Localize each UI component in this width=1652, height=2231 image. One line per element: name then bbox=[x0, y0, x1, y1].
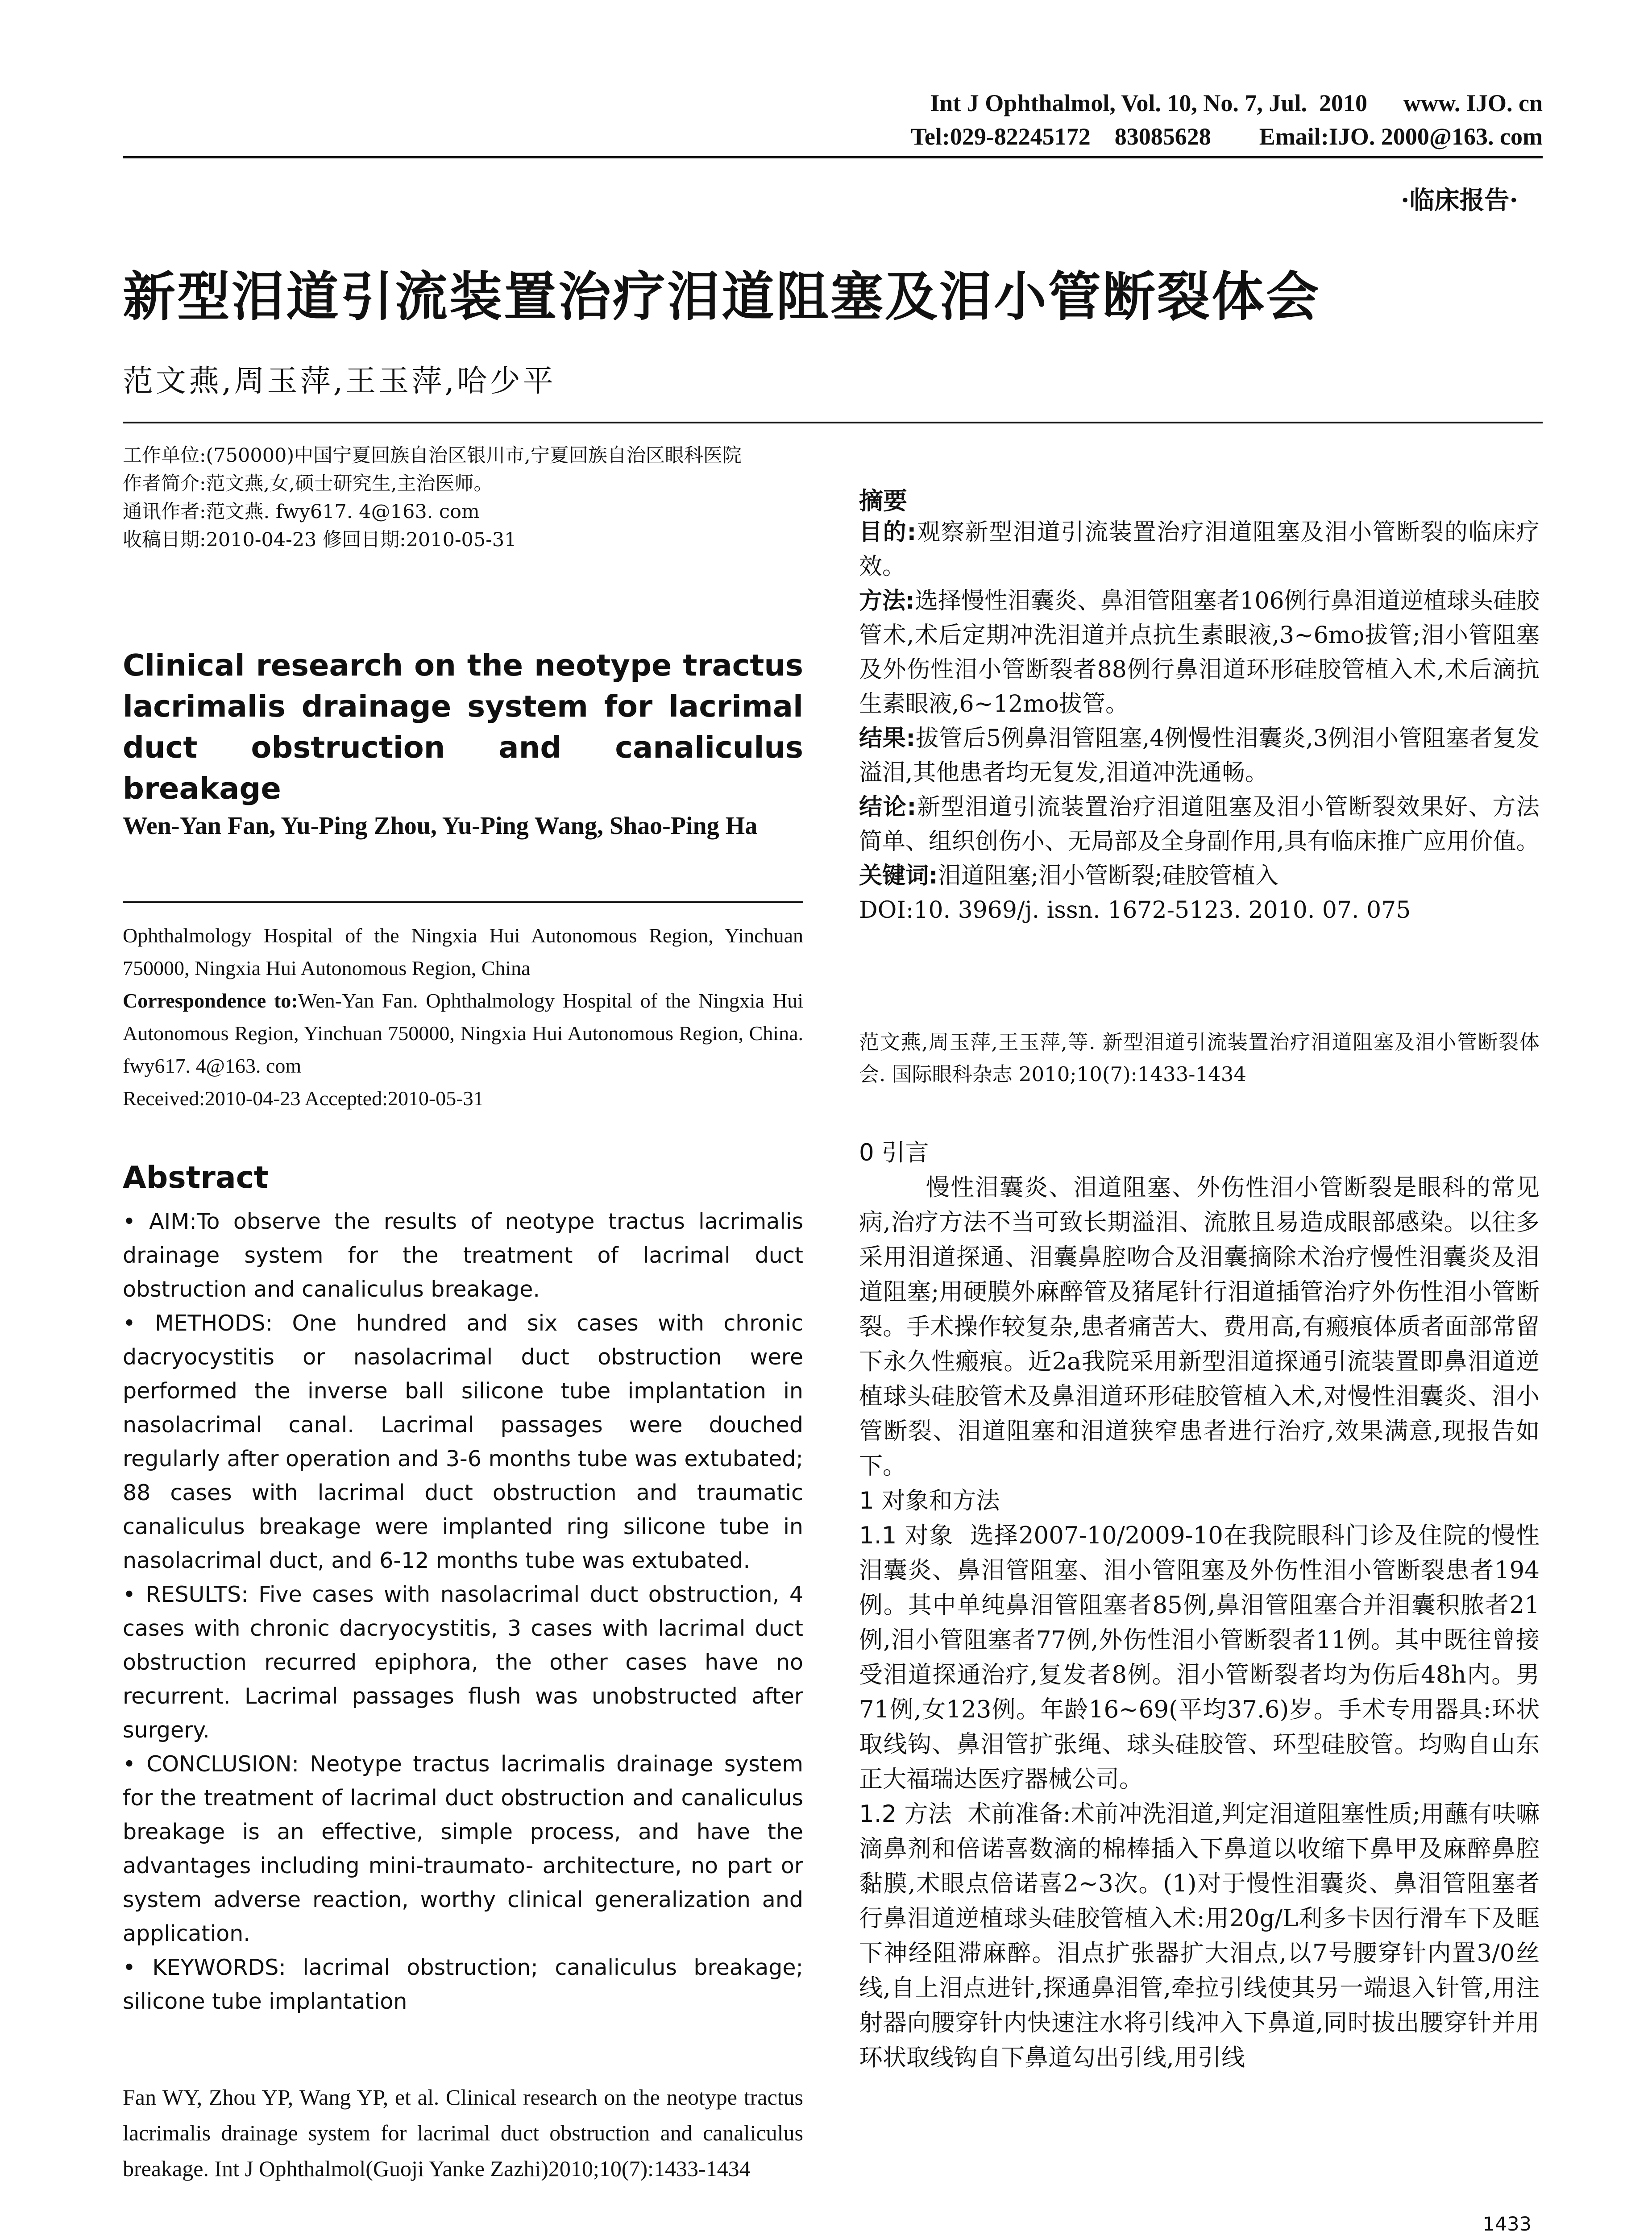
author-bio: 作者简介:范文燕,女,硕士研究生,主治医师。 bbox=[123, 473, 493, 495]
article-title-cn: 新型泪道引流装置治疗泪道阻塞及泪小管断裂体会 bbox=[123, 266, 1321, 328]
correspondence bbox=[123, 984, 803, 1082]
section-1-1-text: 选择2007-10/2009-10在我院眼科门诊及住院的慢性泪囊炎、鼻泪管阻塞、泪小管阻塞及外伤性泪小管断裂患者194例。其中单纯鼻泪管阻塞者85例,鼻泪管阻塞合并泪囊积脓者21例,泪小管阻塞者77例,外伤性泪小管断裂者11例。其中既往曾接受泪道探通治疗,复发者8例。泪小管断裂者均为伤后48h内。男71例,女123例。年龄16~69(平均37.6)岁。手术专用器具:环状取线钩、鼻泪管扩张绳、球头硅胶管、环型硅胶管。均购自山东正大福瑞达医疗器械公司。 bbox=[859, 1522, 1540, 1793]
correspondence-label: Correspondence to: bbox=[123, 989, 298, 1012]
methods-text: 选择慢性泪囊炎、鼻泪管阻塞者106例行鼻泪道逆植球头硅胶管术,术后定期冲洗泪道并点抗生素眼液,3~6mo拔管;泪小管阻塞及外伤性泪小管断裂者88例行鼻泪道环形硅胶管植入术,术后滴抗生素眼液,6~12mo拔管。 bbox=[859, 588, 1540, 717]
body-cn bbox=[859, 1136, 1540, 2075]
intro-heading: 0 引言 bbox=[859, 1139, 929, 1166]
corresponding-author: 通讯作者:范文燕. fwy617. 4@163. com bbox=[123, 501, 480, 523]
abstract-cn-aim bbox=[859, 515, 1540, 584]
citation-en: Fan WY, Zhou YP, Wang YP, et al. Clinical research on the neotype tractus lacrimalis drainage system for lacrimal duct obstruction and canaliculus breakage. Int J Ophthalmol(Guoji Yanke Zazhi)2010;10(7):1433-1434 bbox=[123, 2085, 803, 2181]
methods-label: 方法: bbox=[859, 588, 915, 614]
authors-en: Wen-Yan Fan, Yu-Ping Zhou, Yu-Ping Wang, Shao-Ping Ha bbox=[123, 812, 758, 840]
section-1-2-text: 术前准备:术前冲洗泪道,判定泪道阻塞性质;用蘸有呋嘛滴鼻剂和倍诺喜数滴的棉棒插入下鼻道以收缩下鼻甲及麻醉鼻腔黏膜,术眼点倍诺喜2~3次。(1)对于慢性泪囊炎、鼻泪管阻塞者行鼻泪道逆植球头硅胶管植入术:用20g/L利多卡因行滑车下及眶下神经阻滞麻醉。泪点扩张器扩大泪点,以7号腰穿针内置3/0丝线,自上泪点进针,探通鼻泪管,牵拉引线使其另一端退入针管,用注射器向腰穿针内快速注水将引线冲入下鼻道,同时拔出腰穿针并用环状取线钩自下鼻道勾出引线,用引线 bbox=[859, 1800, 1540, 2071]
header-rule bbox=[123, 156, 1543, 158]
page-number: 1433 bbox=[1482, 2213, 1532, 2231]
section-label: ·临床报告· bbox=[1401, 186, 1518, 215]
dates-cn: 收稿日期:2010-04-23 修回日期:2010-05-31 bbox=[123, 529, 517, 551]
intro-paragraph: 慢性泪囊炎、泪道阻塞、外伤性泪小管断裂是眼科的常见病,治疗方法不当可致长期溢泪、流脓且易造成眼部感染。以往多采用泪道探通、泪囊鼻腔吻合及泪囊摘除术治疗慢性泪囊炎及泪道阻塞;用硬膜外麻醉管及猪尾针行泪道插管治疗外伤性泪小管断裂。手术操作较复杂,患者痛苦大、费用高,有瘢痕体质者面部常留下永久性瘢痕。近2a我院采用新型泪道探通引流装置即鼻泪道逆植球头硅胶管术及鼻泪道环形硅胶管植入术,对慢性泪囊炎、泪小管断裂、泪道阻塞和泪道狭窄患者进行治疗,效果满意,现报告如下。 bbox=[859, 1174, 1540, 1480]
section-1-1-label: 1.1 对象 bbox=[859, 1522, 954, 1549]
abstract-results: • RESULTS: Five cases with nasolacrimal duct obstruction, 4 cases with chronic dacryocystitis, 3 cases with lacrimal duct obstruction recurred epiphora, the other cases have no recurrent. Lacrimal passages flush was unobstructed after surgery. bbox=[123, 1582, 803, 1743]
article-title-en bbox=[123, 645, 803, 809]
aim-text: 观察新型泪道引流装置治疗泪道阻塞及泪小管断裂的临床疗效。 bbox=[859, 519, 1540, 580]
affiliation-en-line: Ophthalmology Hospital of the Ningxia Hui Autonomous Region, Yinchuan 750000, Ningxia Hui Autonomous Region, China bbox=[123, 924, 803, 979]
affiliation-en bbox=[123, 919, 803, 1115]
authors-cn: 范文燕,周玉萍,王玉萍,哈少平 bbox=[123, 364, 556, 399]
abstract-aim: • AIM:To observe the results of neotype tractus lacrimalis drainage system for the treatment of lacrimal duct obstruction and canaliculus breakage. bbox=[123, 1209, 803, 1302]
title-en-line: lacrimalis drainage system for lacrimal bbox=[123, 689, 803, 724]
keywords-label: 关键词: bbox=[859, 863, 938, 889]
keywords-text: 泪道阻塞;泪小管断裂;硅胶管植入 bbox=[938, 863, 1278, 889]
abstract-keywords: • KEYWORDS: lacrimal obstruction; canaliculus breakage; silicone tube implantation bbox=[123, 1955, 803, 2014]
journal-info: Int J Ophthalmol, Vol. 10, No. 7, Jul. 2010 www. IJO. cn bbox=[930, 90, 1543, 116]
abstract-cn-keywords bbox=[859, 859, 1540, 893]
abstract-heading-cn: 摘要 bbox=[859, 487, 907, 515]
abstract-methods: • METHODS: One hundred and six cases with chronic dacryocystitis or nasolacrimal duct obstruction were performed the inverse ball silicone tube implantation in nasolacrimal canal. Lacrimal passages were douched regularly after operation and 3-6 months tube was extubated; 88 cases with lacrimal duct obstruction and traumatic canaliculus breakage were implanted ring silicone tube in nasolacrimal duct, and 6-12 months tube was extubated. bbox=[123, 1310, 803, 1573]
aim-label: 目的: bbox=[859, 519, 917, 546]
abstract-cn bbox=[859, 515, 1540, 928]
abstract-cn-results bbox=[859, 722, 1540, 790]
journal-contact: Tel:029-82245172 83085628 Email:IJO. 2000@163. com bbox=[910, 123, 1543, 150]
abstract-cn-conclusion bbox=[859, 790, 1540, 859]
abstract-conclusion: • CONCLUSION: Neotype tractus lacrimalis drainage system for the treatment of lacrimal duct obstruction and canaliculus breakage is an effective, simple process, and have the advantages including mini-traumato- architecture, no part or system adverse reaction, worthy clinical generalization and application. bbox=[123, 1751, 803, 1946]
methods-heading: 1 对象和方法 bbox=[859, 1487, 1000, 1514]
doi: DOI:10. 3969/j. issn. 1672-5123. 2010. 07. 075 bbox=[859, 897, 1411, 924]
affiliation-cn bbox=[123, 442, 803, 554]
dates-en: Received:2010-04-23 Accepted:2010-05-31 bbox=[123, 1087, 484, 1110]
title-en-line: duct obstruction and canaliculus breakage bbox=[123, 730, 803, 806]
abstract-cn-methods bbox=[859, 584, 1540, 722]
results-text: 拔管后5例鼻泪管阻塞,4例慢性泪囊炎,3例泪小管阻塞者复发溢泪,其他患者均无复发,泪道冲洗通畅。 bbox=[859, 725, 1540, 786]
conclusion-text: 新型泪道引流装置治疗泪道阻塞及泪小管断裂效果好、方法简单、组织创伤小、无局部及全身副作用,具有临床推广应用价值。 bbox=[859, 794, 1540, 855]
section-1-1 bbox=[859, 1518, 1540, 1797]
section-1-2 bbox=[859, 1797, 1540, 2075]
title-en-line: Clinical research on the neotype tractus bbox=[123, 648, 803, 683]
abstract-heading-en: Abstract bbox=[123, 1160, 269, 1195]
title-rule bbox=[123, 422, 1543, 423]
conclusion-label: 结论: bbox=[859, 794, 917, 821]
section-1-2-label: 1.2 方法 bbox=[859, 1800, 952, 1828]
results-label: 结果: bbox=[859, 725, 916, 752]
correspondence-text: Wen-Yan Fan. Ophthalmology Hospital of the Ningxia Hui Autonomous Region, Yinchuan 750000, Ningxia Hui Autonomous Region, China. fwy617. 4@163. com bbox=[123, 989, 803, 1077]
citation-cn: 范文燕,周玉萍,王玉萍,等. 新型泪道引流装置治疗泪道阻塞及泪小管断裂体会. 国际眼科杂志 2010;10(7):1433-1434 bbox=[859, 1030, 1540, 1086]
affiliation-unit: 工作单位:(750000)中国宁夏回族自治区银川市,宁夏回族自治区眼科医院 bbox=[123, 444, 742, 467]
abstract-en bbox=[123, 1205, 803, 2019]
authors-rule bbox=[123, 901, 803, 903]
